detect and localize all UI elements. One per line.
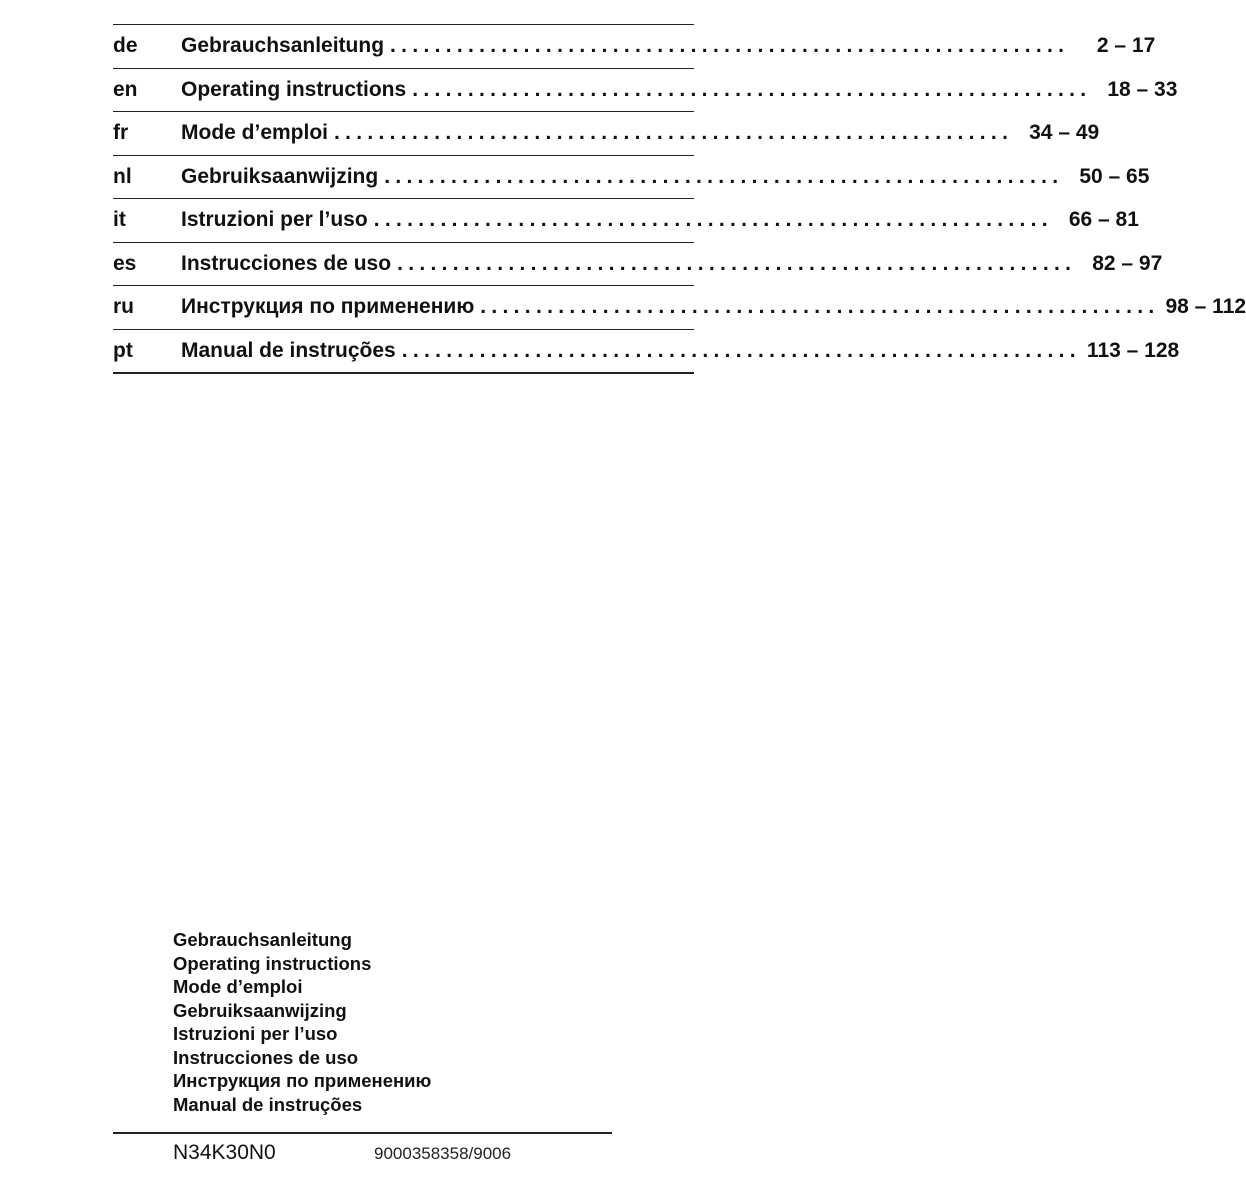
dot-leader: ............................................................. <box>401 338 1081 362</box>
page-range: 2 – 17 <box>1096 34 1156 57</box>
list-item: Gebruiksaanwijzing <box>173 999 347 1021</box>
toc-row-it <box>113 199 1139 243</box>
page-range: 82 – 97 <box>1092 251 1163 275</box>
list-item: Istruzioni per l’uso <box>173 1023 338 1044</box>
section-title: Gebrauchsanleitung <box>181 34 385 57</box>
language-code: es <box>113 251 137 275</box>
language-code: pt <box>113 338 133 362</box>
dot-leader: ............................................................. <box>373 208 1053 231</box>
dot-leader: ............................................................. <box>390 34 1070 57</box>
list-item: Operating instructions <box>173 952 372 974</box>
table-of-contents <box>113 24 1246 374</box>
toc-row-fr <box>113 112 1100 156</box>
language-code: de <box>113 34 138 57</box>
list-item: Instrucciones de uso <box>173 1046 359 1068</box>
language-code: nl <box>113 164 132 188</box>
list-item: Manual de instruções <box>173 1093 363 1115</box>
toc-row-es <box>113 243 1163 287</box>
toc-row-nl <box>113 156 1150 200</box>
dot-leader: ............................................................. <box>412 77 1092 101</box>
dot-leader: ............................................................. <box>384 164 1064 188</box>
language-code: fr <box>113 121 129 144</box>
toc-row-pt <box>113 330 1180 375</box>
toc-row-en <box>113 69 1178 113</box>
section-title: Инструкция по применению <box>181 295 475 318</box>
section-title: Gebruiksaanwijzing <box>181 164 379 188</box>
page-range: 50 – 65 <box>1079 164 1150 188</box>
page-range: 66 – 81 <box>1068 208 1139 231</box>
page-range: 113 – 128 <box>1086 338 1180 362</box>
list-item: Mode d’emploi <box>173 976 303 997</box>
language-code: it <box>113 208 126 231</box>
page-range: 98 – 112 <box>1165 295 1246 318</box>
toc-row-ru <box>113 286 1246 330</box>
section-title: Operating instructions <box>181 77 407 101</box>
document-number: 9000358358/9006 <box>374 1144 512 1163</box>
dot-leader: ............................................................. <box>397 251 1077 275</box>
page-range: 18 – 33 <box>1107 77 1178 101</box>
model-number: N34K30N0 <box>173 1141 276 1164</box>
section-title: Instrucciones de uso <box>181 251 392 275</box>
list-item: Инструкция по применению <box>173 1070 432 1091</box>
language-code: ru <box>113 295 134 318</box>
titles-list <box>173 928 431 1116</box>
language-code: en <box>113 77 138 101</box>
dot-leader: ............................................................. <box>480 295 1160 318</box>
footer-divider <box>113 1132 612 1134</box>
section-title: Manual de instruções <box>181 338 396 362</box>
toc-row-de <box>113 25 1156 69</box>
dot-leader: ............................................................. <box>334 121 1014 144</box>
section-title: Istruzioni per l’uso <box>181 208 368 231</box>
list-item: Gebrauchsanleitung <box>173 929 352 950</box>
page-range: 34 – 49 <box>1029 121 1100 144</box>
section-title: Mode d’emploi <box>181 121 328 144</box>
